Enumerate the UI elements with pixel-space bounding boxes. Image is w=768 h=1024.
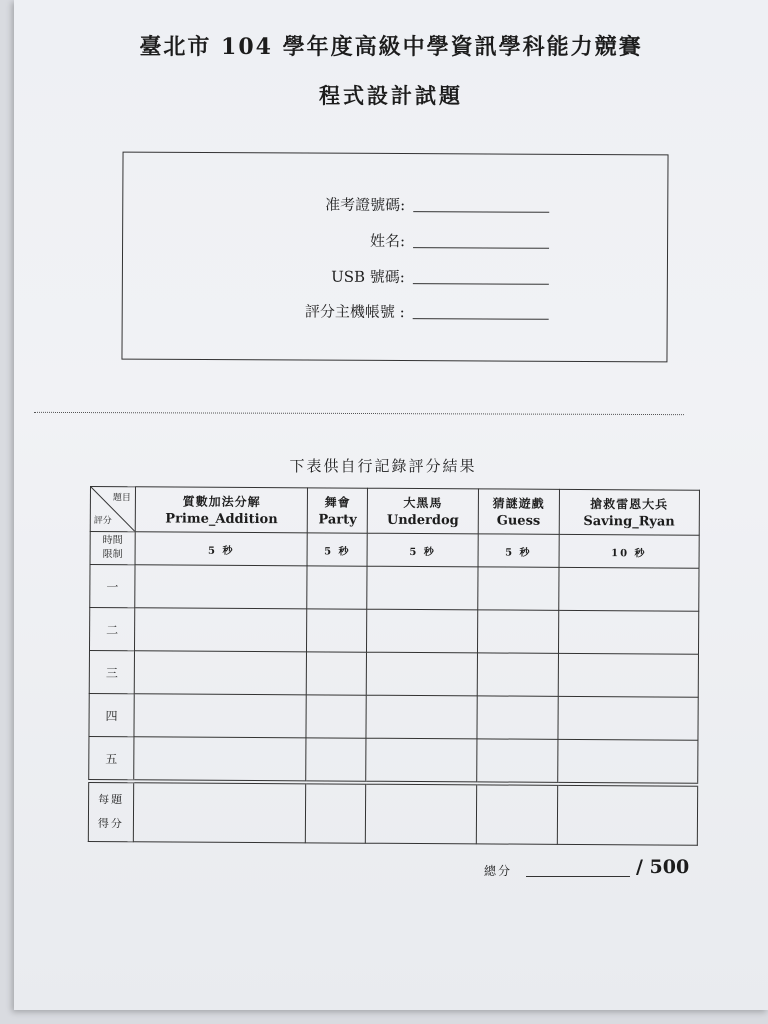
admission-number-label: 准考證號碼: [325, 195, 406, 215]
host-account-blank [413, 318, 549, 320]
problem-en-name: Underdog [386, 512, 459, 529]
score-cell [477, 610, 558, 653]
per-problem-score-row [88, 781, 697, 845]
corner-cell [90, 487, 135, 532]
time-label-line-1: 時間 [102, 535, 123, 547]
score-cell [367, 566, 478, 610]
total-label: 總分 [484, 864, 513, 878]
problem-en-name: Saving_Ryan [583, 514, 675, 530]
problem-header-3 [367, 488, 478, 534]
problem-header-1 [135, 487, 308, 533]
problem-header-4 [478, 489, 559, 534]
per-problem-label [88, 781, 133, 842]
problem-header-5 [559, 489, 700, 535]
score-cell [366, 738, 477, 783]
score-row-5 [89, 736, 698, 784]
corner-bottom-label: 評分 [93, 516, 112, 527]
score-cell [134, 608, 307, 652]
score-cell [134, 651, 307, 695]
score-row-4 [89, 693, 698, 740]
problem-en-name: Party [318, 512, 357, 528]
score-cell [307, 652, 367, 695]
score-cell [133, 781, 306, 843]
time-limit-value: 5 秒 [478, 534, 559, 567]
candidate-info-box [121, 152, 668, 363]
score-cell [557, 739, 698, 784]
score-cell [366, 652, 477, 696]
row-label: 一 [90, 565, 135, 608]
score-cell [134, 694, 307, 738]
score-cell [558, 610, 699, 654]
dotted-divider [34, 412, 684, 415]
time-label-line-2: 限制 [102, 549, 123, 561]
score-table [88, 486, 700, 846]
row-label: 二 [89, 608, 134, 651]
info-row-host-account [123, 300, 667, 327]
score-cell [558, 567, 699, 611]
info-row-name [123, 229, 667, 256]
score-cell [365, 783, 476, 844]
score-cell [476, 783, 557, 844]
exam-cover-page [14, 0, 768, 1010]
admission-number-blank [413, 211, 549, 213]
time-limit-value: 5 秒 [135, 532, 308, 566]
problem-zh-name: 搶救雷恩大兵 [590, 497, 669, 512]
problem-zh-name: 猜謎遊戲 [492, 496, 545, 511]
score-cell [557, 784, 698, 845]
score-cell [367, 609, 478, 653]
host-account-label: 評分主機帳號 : [304, 302, 405, 322]
score-cell [477, 696, 558, 739]
problem-zh-name: 大黑馬 [403, 495, 443, 511]
score-cell [477, 739, 558, 784]
score-cell [307, 609, 367, 652]
score-cell [134, 737, 307, 783]
page-subtitle: 程式設計試題 [319, 83, 463, 108]
total-max: / 500 [636, 856, 690, 878]
table-caption: 下表供自行記錄評分結果 [289, 457, 477, 475]
time-limit-label [90, 532, 135, 565]
usb-number-label: USB 號碼: [331, 267, 405, 287]
score-cell [478, 567, 559, 610]
score-row-3 [89, 651, 698, 698]
row-label: 四 [89, 693, 134, 736]
per-label-line-1: 每題 [98, 793, 125, 807]
time-limit-row [90, 532, 699, 569]
score-cell [306, 695, 366, 738]
total-blank [526, 876, 630, 877]
score-cell [306, 738, 366, 783]
total-score [484, 856, 694, 882]
problem-zh-name: 舞會 [324, 495, 351, 510]
row-label: 三 [89, 651, 134, 694]
problem-zh-name: 質數加法分解 [182, 494, 261, 510]
row-label: 五 [89, 736, 134, 781]
table-header-row [90, 487, 699, 536]
info-row-usb [123, 265, 667, 292]
problem-en-name: Prime_Addition [165, 511, 278, 528]
per-label-line-2: 得分 [97, 817, 124, 831]
time-limit-value: 5 秒 [307, 533, 367, 566]
score-row-1 [90, 565, 699, 612]
score-cell [306, 782, 366, 843]
score-cell [307, 566, 367, 609]
time-limit-value: 5 秒 [367, 533, 478, 567]
time-limit-value: 10 秒 [559, 534, 700, 568]
score-cell [135, 565, 308, 609]
info-row-admission-number [123, 193, 667, 220]
score-cell [477, 653, 558, 696]
name-blank [413, 247, 549, 249]
corner-top-label: 題目 [112, 493, 131, 504]
score-row-2 [89, 608, 698, 655]
score-cell [558, 653, 699, 697]
usb-number-blank [413, 283, 549, 285]
score-cell [366, 695, 477, 739]
problem-header-2 [308, 488, 368, 533]
problem-en-name: Guess [496, 513, 541, 529]
page-title: 臺北市 104 學年度高級中學資訊學科能力競賽 [139, 34, 643, 60]
name-label: 姓名: [369, 231, 406, 251]
score-cell [557, 696, 698, 740]
